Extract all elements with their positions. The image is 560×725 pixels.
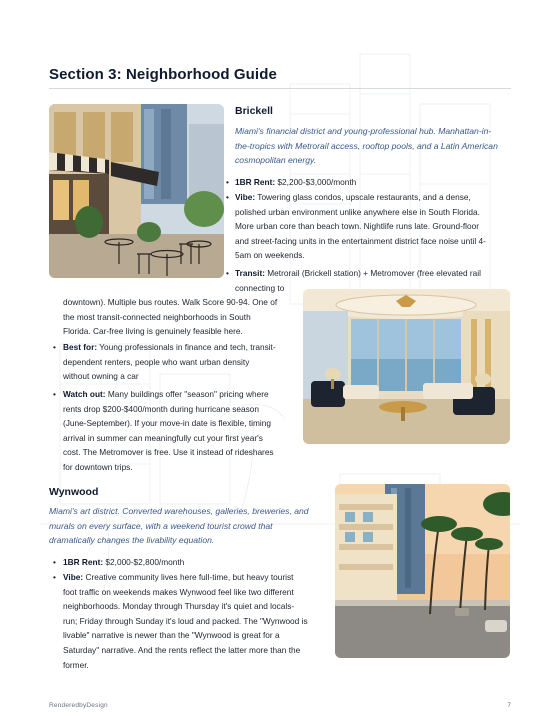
watch-out-label: Watch out: (63, 389, 106, 399)
transit-label: Transit: (235, 268, 265, 278)
rent-label: 1BR Rent: (235, 177, 276, 187)
best-for-line: dependent renters, people who want urban density (63, 356, 250, 367)
brickell-intro (235, 124, 498, 168)
vibe-line: neighborhoods. Monday through Thursday it's quiet and locals- (63, 601, 295, 612)
bullet-glyph: • (53, 572, 56, 582)
vibe-line: Creative community lives here full-time, but heavy tourist (83, 572, 294, 582)
best-for-line: Young professionals in finance and tech, transit- (97, 342, 276, 352)
wynwood-intro (49, 504, 309, 548)
bullet-glyph: • (226, 192, 229, 202)
vibe-line: livable" narrative is newer than the "Wynwood is great for a (63, 630, 280, 641)
vibe-line: More urban core than beach town. Nightlife runs late. Ground-floor (235, 221, 479, 232)
vibe-line: and street-facing units in the entertainment district face noise until 4- (235, 235, 486, 246)
title-divider (49, 88, 511, 89)
rent-label: 1BR Rent: (63, 557, 104, 567)
brickell-watch-out (63, 387, 274, 475)
vibe-line: Saturday" narrative. And the rents reflect the latter more than the (63, 644, 301, 655)
transit-line: downtown). Multiple bus routes. Walk Score 90-94. One of (63, 297, 278, 307)
intro-line: the-tropics with Metrorail access, rooftop pools, and a Latin American (235, 140, 498, 151)
bullet-glyph: • (53, 557, 56, 567)
transit-line: the most transit-connected neighborhoods in South (63, 311, 251, 322)
brickell-best-for (63, 340, 276, 384)
transit-line: Metrorail (Brickell station) + Metromover (free elevated rail (264, 268, 481, 278)
vibe-line: polished urban environment unlike anywhere else in South Florida. (235, 206, 480, 217)
transit-line: Florida. Car-free living is genuinely feasible here. (63, 326, 243, 337)
vibe-line: former. (63, 659, 89, 670)
bullet-glyph: • (226, 177, 229, 187)
footer-brand: RenderedbyDesign (49, 702, 108, 709)
rent-value: $2,000-$2,800/month (103, 557, 185, 567)
wynwood-vibe (63, 570, 308, 672)
vibe-line: foot traffic on weekends makes Wynwood feel like two different (63, 586, 294, 597)
intro-line: murals on every surface, with a weekend tourist crowd that (49, 520, 273, 531)
watch-out-line: for downtown trips. (63, 461, 133, 472)
vibe-line: 5am on weekends. (235, 250, 305, 261)
brickell-transit-continued (63, 295, 277, 339)
bullet-glyph: • (53, 342, 56, 352)
intro-line: cosmopolitan energy. (235, 155, 317, 166)
watch-out-line: Many buildings offer "season" pricing where (105, 389, 269, 399)
footer-page-number: 7 (507, 702, 511, 709)
transit-line: connecting to (235, 282, 285, 293)
brickell-vibe (235, 190, 486, 263)
wynwood-heading: Wynwood (49, 486, 99, 498)
section-title: Section 3: Neighborhood Guide (49, 66, 277, 83)
brickell-street-cafe-photo (49, 104, 224, 278)
bullet-glyph: • (53, 389, 56, 399)
watch-out-line: (June-September). If your move-in date is flexible, timing (63, 418, 271, 429)
best-for-line: without owning a car (63, 371, 139, 382)
wynwood-rent (63, 555, 184, 570)
bullet-glyph: • (226, 268, 229, 278)
vibe-label: Vibe: (63, 572, 84, 582)
wynwood-street-palms-photo (335, 484, 510, 658)
intro-line: Miami's financial district and young-professional hub. Manhattan-in- (235, 126, 492, 136)
intro-line: Miami's art district. Converted warehouses, galleries, breweries, and (49, 506, 309, 516)
rent-value: $2,200-$3,000/month (275, 177, 357, 187)
vibe-line: run; Friday through Sunday it's loud and packed. The "Wynwood is (63, 615, 308, 626)
vibe-label: Vibe: (235, 192, 256, 202)
watch-out-line: cost. The Metromover is free. Use it instead of rideshares (63, 447, 274, 458)
best-for-label: Best for: (63, 342, 98, 352)
vibe-line: Towering glass condos, upscale restaurants, and a dense, (255, 192, 471, 202)
watch-out-line: arrival in summer can meaningfully cut your first year's (63, 432, 263, 443)
brickell-rent (235, 175, 356, 190)
watch-out-line: rents drop $200-$400/month during hurricane season (63, 403, 260, 414)
brickell-condo-interior-photo (303, 289, 510, 444)
brickell-heading: Brickell (235, 105, 273, 117)
intro-line: dramatically changes the livability equation. (49, 535, 215, 546)
